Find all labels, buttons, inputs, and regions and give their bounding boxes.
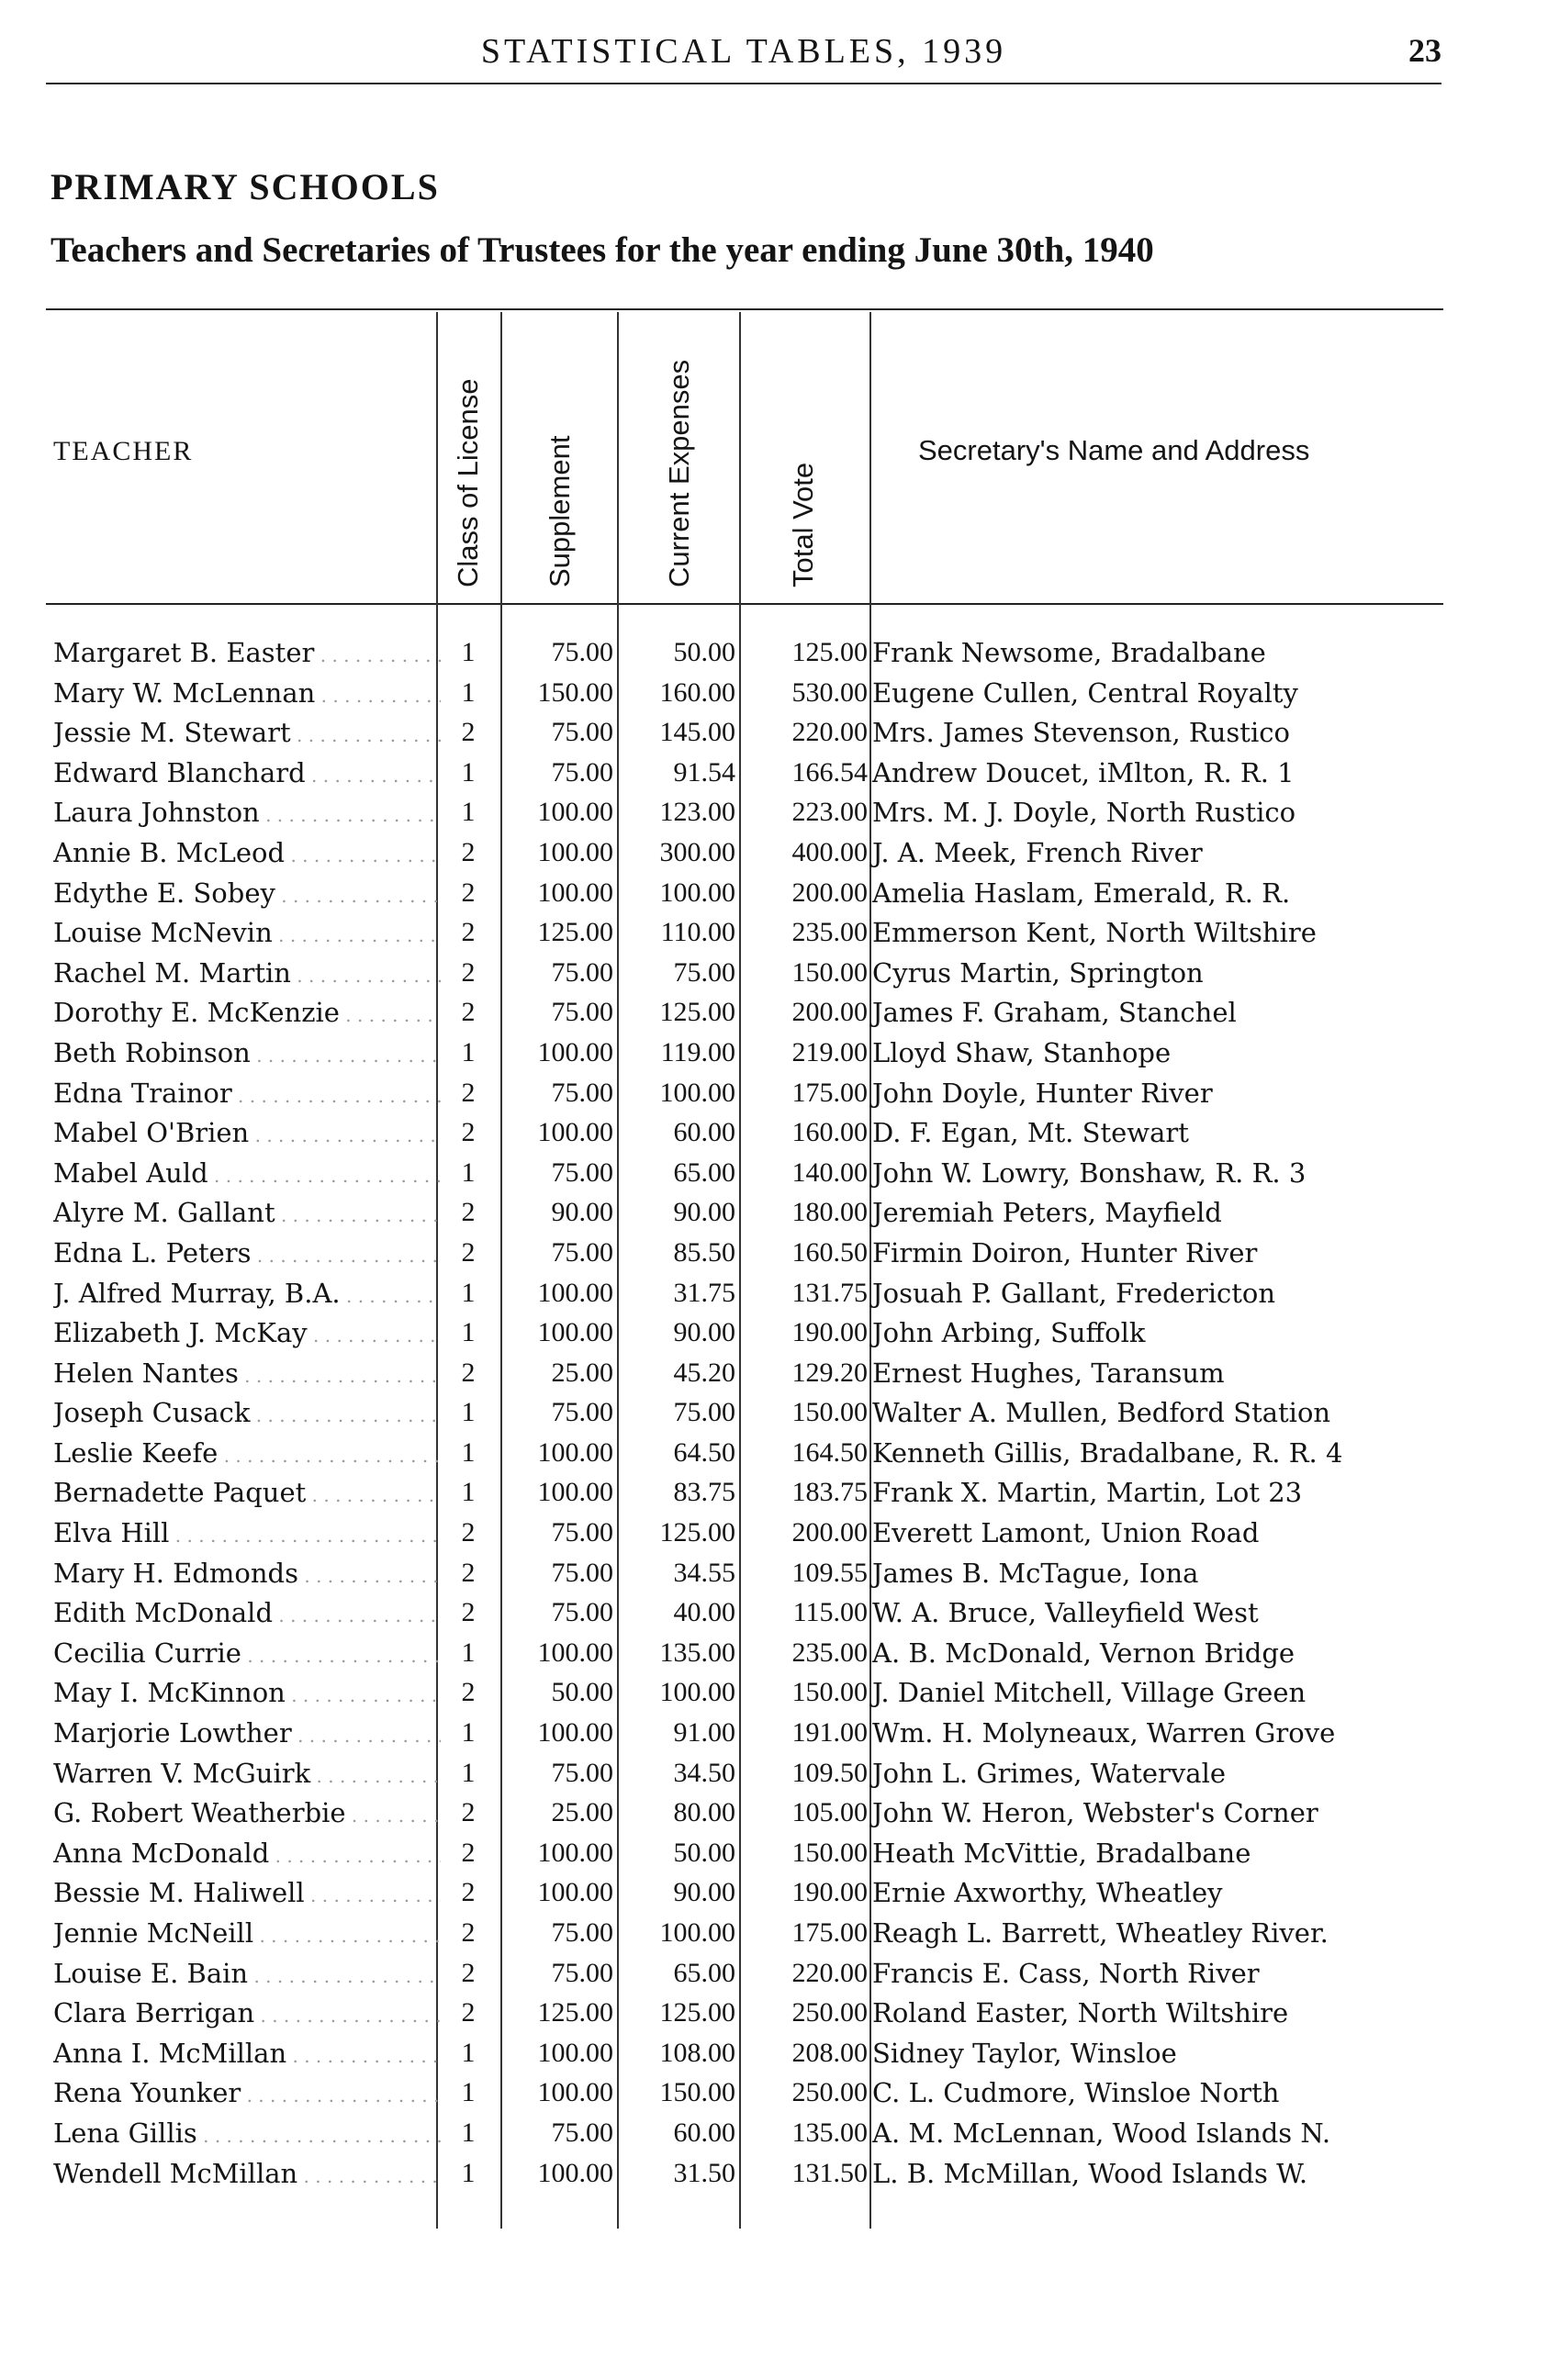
current-expenses-cell: 45.20: [673, 1357, 735, 1388]
table-row: [46, 754, 1443, 794]
supplement-cell: 100.00: [537, 1637, 613, 1668]
class-of-license-cell: 1: [461, 637, 476, 667]
table-row: [46, 1234, 1443, 1274]
teacher-name-cell: Elizabeth J. McKay . . .: [53, 1317, 441, 1348]
table-row: [46, 833, 1443, 874]
class-of-license-cell: 1: [461, 1717, 476, 1749]
supplement-cell: 75.00: [551, 2117, 613, 2148]
total-vote-cell: 183.75: [791, 1477, 868, 1508]
supplement-cell: 100.00: [537, 2077, 613, 2108]
current-expenses-cell: 100.00: [659, 877, 735, 908]
secretary-cell: Frank Newsome, Bradalbane: [872, 637, 1266, 668]
class-of-license-cell: 2: [461, 997, 476, 1028]
table-row: [46, 1634, 1443, 1674]
class-of-license-cell: 2: [461, 877, 476, 908]
current-expenses-cell: 64.50: [673, 1436, 735, 1468]
secretary-cell: Mrs. M. J. Doyle, North Rustico: [872, 797, 1296, 829]
class-of-license-cell: 2: [461, 1957, 476, 1988]
current-expenses-cell: 90.00: [673, 1877, 735, 1908]
supplement-cell: 75.00: [551, 1397, 613, 1428]
supplement-cell: 75.00: [551, 997, 613, 1028]
current-expenses-cell: 125.00: [659, 1517, 735, 1548]
class-of-license-cell: 1: [461, 797, 476, 828]
secretary-cell: John W. Heron, Webster's Corner: [872, 1797, 1318, 1829]
current-expenses-cell: 110.00: [660, 917, 735, 948]
teacher-name-cell: Rena Younker . . .: [53, 2077, 441, 2108]
table-row: [46, 1313, 1443, 1354]
class-of-license-cell: 2: [461, 1197, 476, 1228]
class-of-license-cell: 1: [461, 676, 476, 708]
teacher-name-cell: Margaret B. Easter . . .: [53, 637, 441, 668]
total-vote-cell: 140.00: [791, 1156, 868, 1188]
total-vote-cell: 109.50: [791, 1757, 868, 1788]
table-row: [46, 2034, 1443, 2074]
teacher-name-cell: Annie B. McLeod . . .: [53, 837, 441, 868]
class-of-license-cell: 1: [461, 1397, 476, 1428]
class-of-license-cell: 1: [461, 1317, 476, 1348]
table-row: [46, 1034, 1443, 1074]
class-of-license-cell: 2: [461, 717, 476, 748]
teacher-name-cell: Beth Robinson . . .: [53, 1037, 441, 1068]
table-row: [46, 1673, 1443, 1714]
current-expenses-cell: 60.00: [673, 1117, 735, 1148]
current-expenses-cell: 135.00: [659, 1637, 735, 1668]
current-expenses-cell: 60.00: [673, 2117, 735, 2148]
total-vote-cell: 200.00: [791, 1517, 868, 1548]
teacher-name-cell: Mabel O'Brien . . .: [53, 1117, 441, 1148]
table-row: [46, 633, 1443, 674]
class-of-license-cell: 2: [461, 1517, 476, 1548]
secretary-cell: John Doyle, Hunter River: [872, 1077, 1213, 1109]
table-row: [46, 2073, 1443, 2114]
table-row: [46, 1954, 1443, 1995]
table-row: [46, 993, 1443, 1034]
total-vote-cell: 190.00: [791, 1317, 868, 1348]
supplement-cell: 25.00: [551, 1797, 613, 1828]
table-row: [46, 2154, 1443, 2195]
class-of-license-cell: 1: [461, 2117, 476, 2148]
supplement-cell: 75.00: [551, 1597, 613, 1628]
teacher-name-cell: Anna I. McMillan . . .: [53, 2038, 441, 2069]
teacher-name-cell: Mary W. McLennan . . .: [53, 677, 441, 709]
current-expenses-cell: 108.00: [659, 2037, 735, 2068]
secretary-cell: Cyrus Martin, Springton: [872, 956, 1204, 989]
table-row: [46, 874, 1443, 914]
table-row: [46, 1554, 1443, 1594]
secretary-cell: Kenneth Gillis, Bradalbane, R. R. 4: [872, 1436, 1343, 1469]
table-row: [46, 1074, 1443, 1114]
class-of-license-cell: 1: [461, 1436, 476, 1468]
teacher-name-cell: Edith McDonald . . .: [53, 1597, 441, 1628]
total-vote-cell: 109.55: [791, 1557, 868, 1588]
total-vote-cell: 131.75: [791, 1277, 868, 1308]
total-vote-cell: 175.00: [791, 1077, 868, 1108]
total-vote-cell: 115.00: [792, 1597, 868, 1628]
secretary-cell: A. M. McLennan, Wood Islands N.: [872, 2117, 1331, 2149]
total-vote-cell: 220.00: [791, 717, 868, 748]
supplement-cell: 100.00: [537, 1717, 613, 1749]
secretary-cell: D. F. Egan, Mt. Stewart: [872, 1117, 1189, 1149]
total-vote-cell: 160.50: [791, 1236, 868, 1268]
secretary-cell: J. Daniel Mitchell, Village Green: [872, 1677, 1307, 1709]
total-vote-cell: 105.00: [791, 1797, 868, 1828]
teacher-name-cell: Jessie M. Stewart . . .: [53, 717, 441, 748]
total-vote-cell: 200.00: [791, 997, 868, 1028]
teacher-name-cell: Elva Hill . . .: [53, 1517, 441, 1548]
current-expenses-cell: 100.00: [659, 1077, 735, 1108]
supplement-cell: 100.00: [537, 1317, 613, 1348]
table-row: [46, 954, 1443, 994]
supplement-cell: 100.00: [537, 1117, 613, 1148]
current-expenses-cell: 85.50: [673, 1236, 735, 1268]
class-of-license-cell: 2: [461, 1837, 476, 1868]
secretary-cell: James F. Graham, Stanchel: [872, 997, 1237, 1029]
class-of-license-cell: 2: [461, 1917, 476, 1948]
supplement-cell: 100.00: [537, 2037, 613, 2068]
current-expenses-cell: 34.55: [673, 1557, 735, 1588]
teacher-name-cell: Edna Trainor . . .: [53, 1078, 441, 1109]
teacher-name-cell: Edythe E. Sobey . . .: [53, 877, 441, 909]
secretary-cell: J. A. Meek, French River: [872, 836, 1203, 868]
table-row: [46, 1354, 1443, 1394]
supplement-cell: 100.00: [537, 1877, 613, 1908]
class-of-license-cell: 2: [461, 917, 476, 948]
current-expenses-cell: 75.00: [673, 956, 735, 988]
supplement-cell: 75.00: [551, 1757, 613, 1788]
total-vote-cell: 150.00: [791, 1677, 868, 1708]
table-row: [46, 1154, 1443, 1194]
table-row: [46, 1113, 1443, 1154]
supplement-cell: 75.00: [551, 1236, 613, 1268]
class-of-license-cell: 2: [461, 1357, 476, 1388]
teacher-name-cell: Louise McNevin . . .: [53, 917, 441, 948]
teacher-name-cell: Lena Gillis . . .: [53, 2117, 441, 2149]
secretary-cell: Heath McVittie, Bradalbane: [872, 1837, 1251, 1869]
teacher-name-cell: G. Robert Weatherbie . . .: [53, 1797, 441, 1828]
supplement-cell: 100.00: [537, 1477, 613, 1508]
current-expenses-cell: 90.00: [673, 1317, 735, 1348]
secretary-cell: Lloyd Shaw, Stanhope: [872, 1036, 1172, 1068]
table-row: [46, 1434, 1443, 1474]
supplement-cell: 100.00: [537, 2157, 613, 2188]
supplement-cell: 125.00: [537, 1997, 613, 2028]
class-of-license-cell: 2: [461, 1557, 476, 1588]
current-expenses-cell: 75.00: [673, 1397, 735, 1428]
class-of-license-cell: 1: [461, 1637, 476, 1668]
teacher-name-cell: Dorothy E. McKenzie . . .: [53, 997, 441, 1028]
current-expenses-cell: 300.00: [659, 836, 735, 867]
class-of-license-cell: 2: [461, 1997, 476, 2028]
current-expenses-cell: 91.54: [673, 756, 735, 788]
supplement-cell: 100.00: [537, 1036, 613, 1067]
total-vote-cell: 190.00: [791, 1877, 868, 1908]
teacher-name-cell: Edward Blanchard . . .: [53, 757, 441, 788]
current-expenses-cell: 160.00: [659, 676, 735, 708]
secretary-cell: Firmin Doiron, Hunter River: [872, 1236, 1258, 1268]
total-vote-cell: 150.00: [791, 1397, 868, 1428]
total-vote-cell: 235.00: [791, 917, 868, 948]
total-vote-cell: 131.50: [791, 2157, 868, 2188]
secretary-cell: C. L. Cudmore, Winsloe North: [872, 2077, 1280, 2109]
secretary-cell: Amelia Haslam, Emerald, R. R.: [872, 877, 1291, 909]
table-row: [46, 1834, 1443, 1874]
table-row: [46, 1274, 1443, 1314]
secretary-cell: Francis E. Cass, North River: [872, 1957, 1260, 1989]
current-expenses-cell: 90.00: [673, 1197, 735, 1228]
page-number: 23: [1408, 32, 1441, 69]
secretary-cell: Everett Lamont, Union Road: [872, 1517, 1260, 1549]
supplement-cell: 75.00: [551, 1077, 613, 1108]
total-vote-cell: 125.00: [791, 637, 868, 667]
class-of-license-cell: 1: [461, 2157, 476, 2188]
total-vote-cell: 150.00: [791, 956, 868, 988]
secretary-cell: Roland Easter, North Wiltshire: [872, 1997, 1289, 2029]
class-of-license-cell: 2: [461, 1236, 476, 1268]
teacher-name-cell: Louise E. Bain . . .: [53, 1958, 441, 1989]
table-row: [46, 1793, 1443, 1834]
total-vote-cell: 235.00: [791, 1637, 868, 1668]
class-of-license-cell: 1: [461, 1156, 476, 1188]
supplement-cell: 75.00: [551, 756, 613, 788]
class-of-license-cell: 1: [461, 2077, 476, 2108]
supplement-cell: 90.00: [551, 1197, 613, 1228]
class-of-license-cell: 2: [461, 1077, 476, 1108]
table-row: [46, 1754, 1443, 1794]
table-row: [46, 1393, 1443, 1434]
current-expenses-cell: 80.00: [673, 1797, 735, 1828]
total-vote-cell: 208.00: [791, 2037, 868, 2068]
supplement-cell: 50.00: [551, 1677, 613, 1708]
class-of-license-cell: 2: [461, 1117, 476, 1148]
supplement-cell: 75.00: [551, 1957, 613, 1988]
class-of-license-cell: 2: [461, 1597, 476, 1628]
section-subheading: Teachers and Secretaries of Trustees for the year ending June 30th, 1940: [50, 230, 1154, 270]
supplement-cell: 100.00: [537, 797, 613, 828]
total-vote-cell: 400.00: [791, 836, 868, 867]
secretary-cell: Emmerson Kent, North Wiltshire: [872, 917, 1317, 949]
teacher-name-cell: Warren V. McGuirk . . .: [53, 1758, 441, 1789]
table-row: [46, 1193, 1443, 1234]
current-expenses-cell: 100.00: [659, 1917, 735, 1948]
secretary-column-header: Secretary's Name and Address: [918, 434, 1310, 466]
secretary-cell: Eugene Cullen, Central Royalty: [872, 676, 1298, 709]
secretary-cell: Walter A. Mullen, Bedford Station: [872, 1397, 1331, 1429]
table-row: [46, 1714, 1443, 1754]
secretary-cell: Frank X. Martin, Martin, Lot 23: [872, 1477, 1303, 1509]
table-row: [46, 674, 1443, 714]
supplement-cell: 125.00: [537, 917, 613, 948]
teacher-name-cell: Marjorie Lowther . . .: [53, 1717, 441, 1749]
current-expenses-cell: 65.00: [673, 1957, 735, 1988]
current-expenses-cell: 50.00: [673, 1837, 735, 1868]
total-vote-cell: 200.00: [791, 877, 868, 908]
class-of-license-cell: 2: [461, 1677, 476, 1708]
secretary-cell: L. B. McMillan, Wood Islands W.: [872, 2157, 1308, 2189]
table-row: [46, 1914, 1443, 1954]
total-vote-cell: 530.00: [791, 676, 868, 708]
secretary-cell: A. B. McDonald, Vernon Bridge: [872, 1637, 1295, 1669]
class-of-license-cell: 2: [461, 1877, 476, 1908]
teacher-name-cell: Alyre M. Gallant . . .: [53, 1197, 441, 1228]
secretary-cell: James B. McTague, Iona: [872, 1557, 1199, 1589]
total-vote-cell: 250.00: [791, 2077, 868, 2108]
current-expenses-cell: 100.00: [659, 1677, 735, 1708]
table-row: [46, 1994, 1443, 2034]
table-row: [46, 1473, 1443, 1514]
teachers-table: [46, 303, 1443, 2240]
supplement-cell: 25.00: [551, 1357, 613, 1388]
teacher-name-cell: Jennie McNeill . . .: [53, 1917, 441, 1949]
current-expenses-cell: 65.00: [673, 1156, 735, 1188]
secretary-cell: John L. Grimes, Watervale: [872, 1757, 1227, 1789]
total-vote-cell: 160.00: [791, 1117, 868, 1148]
secretary-cell: Reagh L. Barrett, Wheatley River.: [872, 1917, 1329, 1949]
supplement-cell: 150.00: [537, 676, 613, 708]
total-vote-cell: 220.00: [791, 1957, 868, 1988]
table-row: [46, 913, 1443, 954]
secretary-cell: Sidney Taylor, Winsloe: [872, 2037, 1177, 2069]
teacher-column-header: TEACHER: [53, 436, 194, 466]
teacher-name-cell: Wendell McMillan . . .: [53, 2158, 441, 2189]
table-row: [46, 1873, 1443, 1914]
teacher-name-cell: Joseph Cusack . . .: [53, 1397, 441, 1428]
table-row: [46, 2114, 1443, 2154]
total-vote-cell: 175.00: [791, 1917, 868, 1948]
class-of-license-cell: 1: [461, 756, 476, 788]
header-bottom-rule: [46, 603, 1443, 605]
supplement-cell: 75.00: [551, 1557, 613, 1588]
supplement-cell: 100.00: [537, 1837, 613, 1868]
teacher-name-cell: Cecilia Currie . . .: [53, 1637, 441, 1669]
total-vote-cell: 223.00: [791, 797, 868, 828]
secretary-cell: Jeremiah Peters, Mayfield: [872, 1197, 1222, 1229]
class-of-license-cell: 1: [461, 2037, 476, 2068]
current-expenses-cell: 123.00: [659, 797, 735, 828]
teacher-name-cell: J. Alfred Murray, B.A. . . .: [53, 1278, 441, 1309]
current-expenses-cell: 50.00: [673, 637, 735, 667]
total-vote-cell: 166.54: [791, 756, 868, 788]
class-of-license-cell: 2: [461, 956, 476, 988]
secretary-cell: W. A. Bruce, Valleyfield West: [872, 1597, 1259, 1629]
class-of-license-cell: 1: [461, 1277, 476, 1308]
current-expenses-cell: 125.00: [659, 1997, 735, 2028]
secretary-cell: Josuah P. Gallant, Fredericton: [872, 1277, 1276, 1309]
current-expenses-cell: 150.00: [659, 2077, 735, 2108]
supplement-cell: 100.00: [537, 836, 613, 867]
table-top-rule: [46, 308, 1443, 310]
teacher-name-cell: Bessie M. Haliwell . . .: [53, 1877, 441, 1908]
current-expenses-cell: 40.00: [673, 1597, 735, 1628]
section-heading: PRIMARY SCHOOLS: [50, 166, 440, 207]
supplement-cell: 100.00: [537, 1436, 613, 1468]
current-expenses-cell: 145.00: [659, 717, 735, 748]
secretary-cell: Mrs. James Stevenson, Rustico: [872, 717, 1290, 749]
secretary-cell: Andrew Doucet, iMlton, R. R. 1: [872, 756, 1295, 788]
teacher-name-cell: Rachel M. Martin . . .: [53, 957, 441, 989]
total-vote-cell: 164.50: [791, 1436, 868, 1468]
teacher-name-cell: Helen Nantes . . .: [53, 1358, 441, 1389]
current-expenses-cell: 31.50: [673, 2157, 735, 2188]
current-expenses-header: Current Expenses: [663, 359, 695, 587]
teacher-name-cell: May I. McKinnon . . .: [53, 1677, 441, 1708]
class-of-license-cell: 1: [461, 1757, 476, 1788]
total-vote-cell: 180.00: [791, 1197, 868, 1228]
secretary-cell: John W. Lowry, Bonshaw, R. R. 3: [872, 1156, 1307, 1189]
supplement-cell: 75.00: [551, 1517, 613, 1548]
current-expenses-cell: 125.00: [659, 997, 735, 1028]
teacher-name-cell: Edna L. Peters . . .: [53, 1237, 441, 1268]
total-vote-cell: 150.00: [791, 1837, 868, 1868]
teacher-name-cell: Laura Johnston . . .: [53, 797, 441, 828]
secretary-cell: Wm. H. Molyneaux, Warren Grove: [872, 1717, 1336, 1749]
supplement-cell: 75.00: [551, 717, 613, 748]
teacher-name-cell: Anna McDonald . . .: [53, 1838, 441, 1869]
class-of-license-cell: 2: [461, 1797, 476, 1828]
secretary-cell: Ernest Hughes, Taransum: [872, 1357, 1225, 1389]
class-of-license-cell: 2: [461, 836, 476, 867]
teacher-name-cell: Clara Berrigan . . .: [53, 1997, 441, 2028]
supplement-cell: 75.00: [551, 637, 613, 667]
table-row: [46, 1593, 1443, 1634]
running-head: [46, 28, 1441, 84]
table-body: [46, 633, 1443, 2194]
supplement-header: Supplement: [544, 435, 576, 587]
supplement-cell: 75.00: [551, 1917, 613, 1948]
teacher-name-cell: Bernadette Paquet . . .: [53, 1477, 441, 1508]
total-vote-cell: 250.00: [791, 1997, 868, 2028]
total-vote-cell: 135.00: [791, 2117, 868, 2148]
current-expenses-cell: 119.00: [660, 1036, 735, 1067]
class-of-license-cell: 1: [461, 1036, 476, 1067]
secretary-cell: Ernie Axworthy, Wheatley: [872, 1877, 1223, 1909]
class-of-license-cell: 1: [461, 1477, 476, 1508]
teacher-name-cell: Mary H. Edmonds . . .: [53, 1558, 441, 1589]
current-expenses-cell: 31.75: [673, 1277, 735, 1308]
current-expenses-cell: 83.75: [673, 1477, 735, 1508]
table-row: [46, 713, 1443, 754]
supplement-cell: 100.00: [537, 1277, 613, 1308]
total-vote-header: Total Vote: [787, 462, 819, 587]
total-vote-cell: 219.00: [791, 1036, 868, 1067]
teacher-name-cell: Mabel Auld . . .: [53, 1157, 441, 1189]
running-head-title: STATISTICAL TABLES, 1939: [480, 32, 1007, 71]
current-expenses-cell: 34.50: [673, 1757, 735, 1788]
class-of-license-header: Class of License: [452, 378, 484, 587]
table-row: [46, 793, 1443, 833]
supplement-cell: 100.00: [537, 877, 613, 908]
teacher-name-cell: Leslie Keefe . . .: [53, 1437, 441, 1469]
current-expenses-cell: 91.00: [673, 1717, 735, 1749]
total-vote-cell: 129.20: [791, 1357, 868, 1388]
total-vote-cell: 191.00: [791, 1717, 868, 1749]
table-row: [46, 1514, 1443, 1554]
secretary-cell: John Arbing, Suffolk: [872, 1317, 1146, 1349]
supplement-cell: 75.00: [551, 956, 613, 988]
supplement-cell: 75.00: [551, 1156, 613, 1188]
